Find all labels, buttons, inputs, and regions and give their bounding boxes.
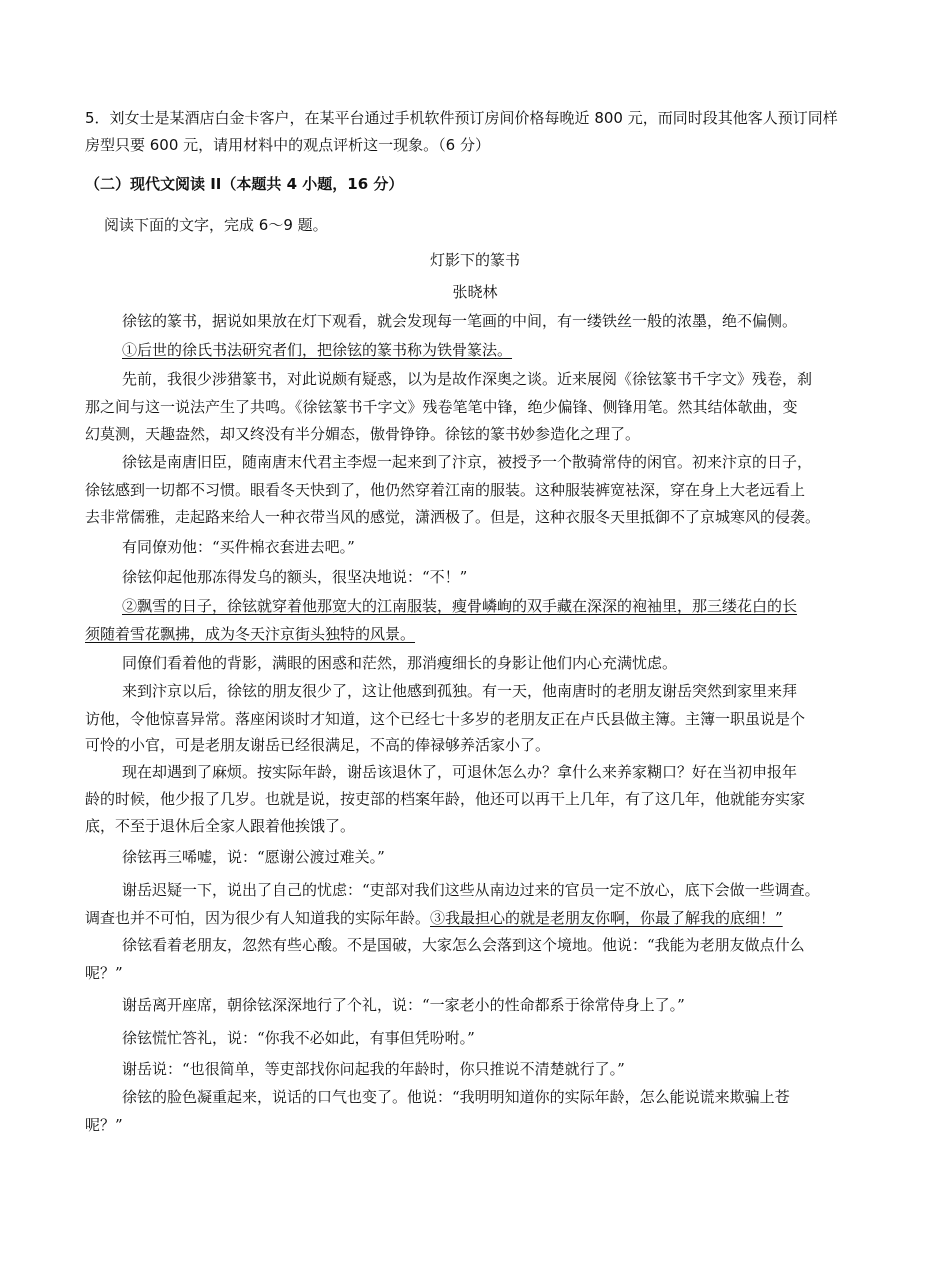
dialogue-line: 谢岳离开座席，朝徐铉深深地行了个礼，说：“一家老小的性命都系于徐常侍身上了。” xyxy=(122,996,685,1014)
paragraph-line: 先前，我很少涉猎篆书，对此说颇有疑惑，以为是故作深奥之谈。近来展阅《徐铉篆书千字文》残卷，刹 xyxy=(122,370,813,388)
paragraph-line: 可怜的小官，可是老朋友谢岳已经很满足，不高的俸禄够养活家小了。 xyxy=(85,736,551,754)
paragraph-line-mixed xyxy=(85,908,875,928)
paragraph-line: 呢？” xyxy=(85,1116,123,1134)
paragraph-line: 幻莫测，天趣盎然，却又终没有半分媚态，傲骨铮铮。徐铉的篆书妙参造化之理了。 xyxy=(85,425,641,443)
section-heading: （二）现代文阅读 II（本题共 4 小题，16 分） xyxy=(85,175,404,193)
dialogue-line: 徐铉仰起他那冻得发乌的额头，很坚决地说：“不！” xyxy=(122,568,468,586)
paragraph-line: 底，不至于退休后全家人跟着他挨饿了。 xyxy=(85,817,356,835)
paragraph-line: 徐铉看着老朋友，忽然有些心酸。不是国破，大家怎么会落到这个境地。他说：“我能为老朋友做点什么 xyxy=(122,936,805,954)
paragraph-line: 谢岳迟疑一下，说出了自己的忧虑：“吏部对我们这些从南边过来的官员一定不放心，底下会做一些调查。 xyxy=(122,881,820,899)
question-5-line-2: 房型只要 600 元，请用材料中的观点评析这一现象。（6 分） xyxy=(85,136,490,154)
paragraph-line: 徐铉是南唐旧臣，随南唐末代君主李煜一起来到了汴京，被授予一个散骑常侍的闲官。初来汴京的日子， xyxy=(122,453,813,471)
paragraph-line: 徐铉的篆书，据说如果放在灯下观看，就会发现每一笔画的中间，有一缕铁丝一般的浓墨，绝不偏侧。 xyxy=(122,312,798,330)
paragraph-line: 现在却遇到了麻烦。按实际年龄，谢岳该退休了，可退休怎么办？拿什么来养家糊口？好在当初申报年 xyxy=(122,763,798,781)
underlined-sentence-2a xyxy=(122,596,872,616)
dialogue-line: 谢岳说：“也很简单，等吏部找你问起我的年龄时，你只推说不清楚就行了。” xyxy=(122,1060,625,1078)
underlined-text: ①后世的徐氏书法研究者们，把徐铉的篆书称为铁骨篆法。 xyxy=(122,341,513,359)
underlined-sentence-2b xyxy=(85,624,875,644)
paragraph-line: 来到汴京以后，徐铉的朋友很少了，这让他感到孤独。有一天，他南唐时的老朋友谢岳突然到家里来拜 xyxy=(122,682,798,700)
paragraph-line: 龄的时候，他少报了几岁。也就是说，按吏部的档案年龄，他还可以再干上几年，有了这几年，他就能夯实家 xyxy=(85,790,806,808)
paragraph-line: 呢？” xyxy=(85,964,123,982)
dialogue-line: 有同僚劝他：“买件棉衣套进去吧。” xyxy=(122,538,355,556)
paragraph-line: 同僚们看着他的背影，满眼的困惑和茫然，那消瘦细长的身影让他们内心充满忧虑。 xyxy=(122,654,678,672)
paragraph-line: 去非常儒雅，走起路来给人一种衣带当风的感觉，潇洒极了。但是，这种衣服冬天里抵御不了京城寒风的侵袭。 xyxy=(85,508,821,526)
underlined-text: 须随着雪花飘拂，成为冬天汴京街头独特的风景。 xyxy=(85,625,416,643)
paragraph-line: 徐铉的脸色凝重起来，说话的口气也变了。他说：“我明明知道你的实际年龄，怎么能说谎来欺骗上苍 xyxy=(122,1088,790,1106)
article-author: 张晓林 xyxy=(452,283,498,301)
paragraph-line: 访他，令他惊喜异常。落座闲谈时才知道，这个已经七十多岁的老朋友正在卢氏县做主簿。主簿一职虽说是个 xyxy=(85,710,806,728)
reading-instruction: 阅读下面的文字，完成 6～9 题。 xyxy=(104,216,328,234)
article-title: 灯影下的篆书 xyxy=(429,251,520,269)
dialogue-line: 徐铉再三唏嘘，说：“愿谢公渡过难关。” xyxy=(122,848,385,866)
question-5-line-1: 5．刘女士是某酒店白金卡客户，在某平台通过手机软件预订房间价格每晚近 800 元，而同时段其他客人预订同样 xyxy=(85,109,838,127)
underlined-sentence-3: ③我最担心的就是老朋友你啊，你最了解我的底细！” xyxy=(430,909,783,927)
dialogue-line: 徐铉慌忙答礼，说：“你我不必如此，有事但凭吩咐。” xyxy=(122,1029,475,1047)
paragraph-line: 那之间与这一说法产生了共鸣。《徐铉篆书千字文》残卷笔笔中锋，绝少偏锋、侧锋用笔。然其结体欹曲，变 xyxy=(85,398,798,416)
underlined-sentence-1 xyxy=(122,340,872,360)
paragraph-line: 徐铉感到一切都不习惯。眼看冬天快到了，他仍然穿着江南的服装。这种服装裤宽袪深，穿在身上大老远看上 xyxy=(85,481,806,499)
plain-text: 调查也并不可怕，因为很少有人知道我的实际年龄。 xyxy=(85,909,431,927)
underlined-text: ②飘雪的日子，徐铉就穿着他那宽大的江南服装，瘦骨嶙峋的双手藏在深深的袍袖里，那三缕花白的长 xyxy=(122,597,798,615)
